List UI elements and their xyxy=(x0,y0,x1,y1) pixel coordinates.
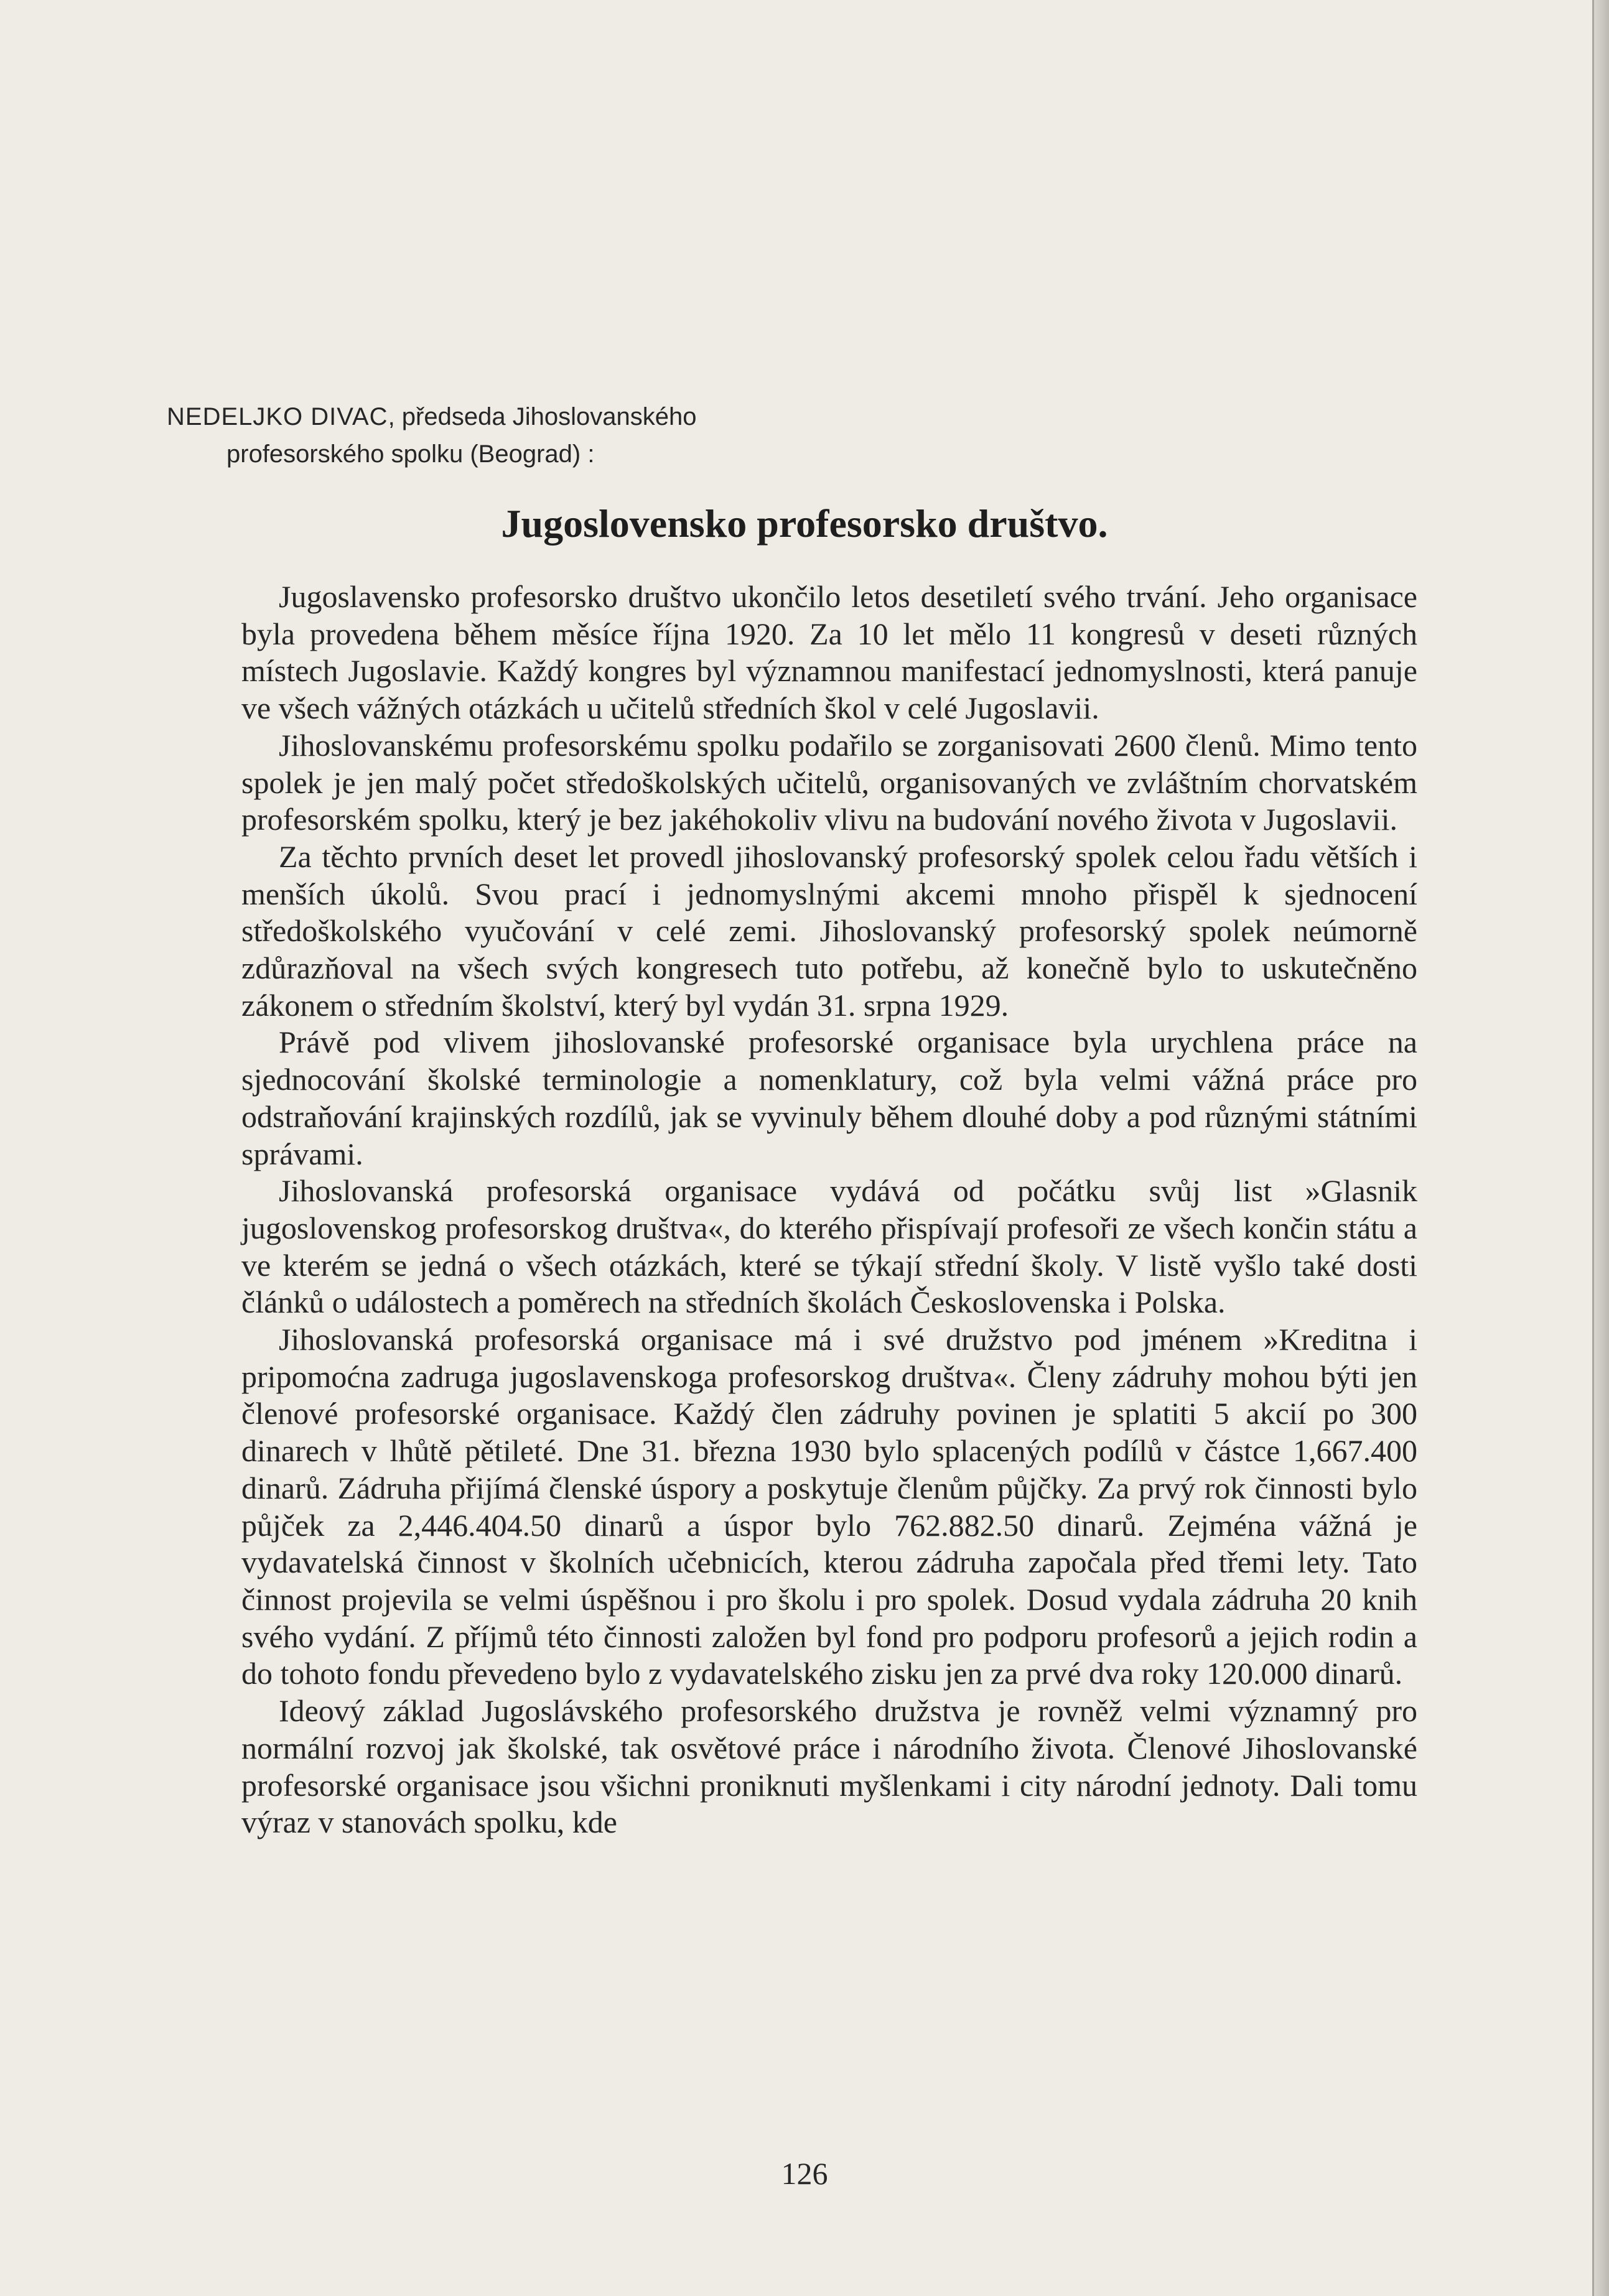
paragraph: Jihoslovanská profesorská organisace má i své družstvo pod jménem »Kreditna i pripomoćna zadruga jugoslavenskoga profesorskog društva«. Členy zádruhy mohou býti jen členové profesorské organisace. Každý člen zádruhy povinen je splatiti 5 akcií po 300 dinarech v lhůtě pětileté. Dne 31. března 1930 bylo splacených podílů v částce 1,667.400 dinarů. Zádruha přijímá členské úspory a poskytuje členům půjčky. Za prvý rok činnosti bylo půjček za 2,446.404.50 dinarů a úspor bylo 762.882.50 dinarů. Zejména vážná je vydavatelská činnost v školních učebnicích, kterou zádruha započala před třemi lety. Tato činnost projevila se velmi úspěšnou i pro školu i pro spolek. Dosud vydala zádruha 20 knih svého vydání. Z příjmů této činnosti založen byl fond pro podporu profesorů a jejich rodin a do tohoto fondu převedeno bylo z vydavatelského zisku jen za prvé dva roky 120.000 dinarů. xyxy=(241,1322,1417,1691)
author-byline xyxy=(167,398,696,473)
author-name: NEDELJKO DIVAC xyxy=(167,403,388,430)
paragraph: Za těchto prvních deset let provedl jihoslovanský profesorský spolek celou řadu větších i menších úkolů. Svou prací i jednomyslnými akcemi mnoho přispěl k sjednocení středoškolského vyučování v celé zemi. Jihoslovanský profesorský spolek neúmorně zdůrazňoval na všech svých kongresech tuto potřebu, až konečně bylo to uskutečněno zákonem o středním školství, který byl vydán 31. srpna 1929. xyxy=(241,839,1417,1023)
article-title: Jugoslovensko profesorsko društvo. xyxy=(501,501,1108,546)
paragraph: Jihoslovanská profesorská organisace vydává od počátku svůj list »Glasnik jugoslovenskog profesorskog društva«, do kterého přispívají profesoři ze všech končin státu a ve kterém se jedná o všech otázkách, které se týkají střední školy. V listě vyšlo také dosti článků o událostech a poměrech na středních školách Československa i Polska. xyxy=(241,1173,1417,1320)
paragraph: Ideový základ Jugoslávského profesorského družstva je rovněž velmi významný pro normální rozvoj jak školské, tak osvětové práce i národního života. Členové Jihoslovanské profesorské organisace jsou všichni proniknuti myšlenkami i city národní jednoty. Dali tomu výraz v stanovách spolku, kde xyxy=(241,1693,1417,1840)
author-role-line2: profesorského spolku (Beograd) : xyxy=(226,440,595,468)
page-number: 126 xyxy=(781,2156,828,2191)
article-body xyxy=(241,579,1417,1841)
paragraph: Jugoslavensko profesorsko društvo ukončilo letos desetiletí svého trvání. Jeho organisace byla provedena během měsíce října 1920. Za 10 let mělo 11 kongresů v deseti různých místech Jugoslavie. Každý kongres byl významnou manifestací jednomyslnosti, která panuje ve všech vážných otázkách u učitelů středních škol v celé Jugoslavii. xyxy=(241,579,1417,726)
paragraph: Právě pod vlivem jihoslovanské profesorské organisace byla urychlena práce na sjednocování školské terminologie a nomenklatury, což byla velmi vážná práce pro odstraňování krajinských rozdílů, jak se vyvinuly během dlouhé doby a pod různými státními správami. xyxy=(241,1025,1417,1171)
page-edge xyxy=(1592,0,1609,2296)
author-role-line1: , předseda Jihoslovanského xyxy=(388,403,697,430)
paragraph: Jihoslovanskému profesorskému spolku podařilo se zorganisovati 2600 členů. Mimo tento spolek je jen malý počet středoškolských učitelů, organisovaných ve zvláštním chorvatském profesorském spolku, který je bez jakéhokoliv vlivu na budování nového života v Jugoslavii. xyxy=(241,727,1417,837)
